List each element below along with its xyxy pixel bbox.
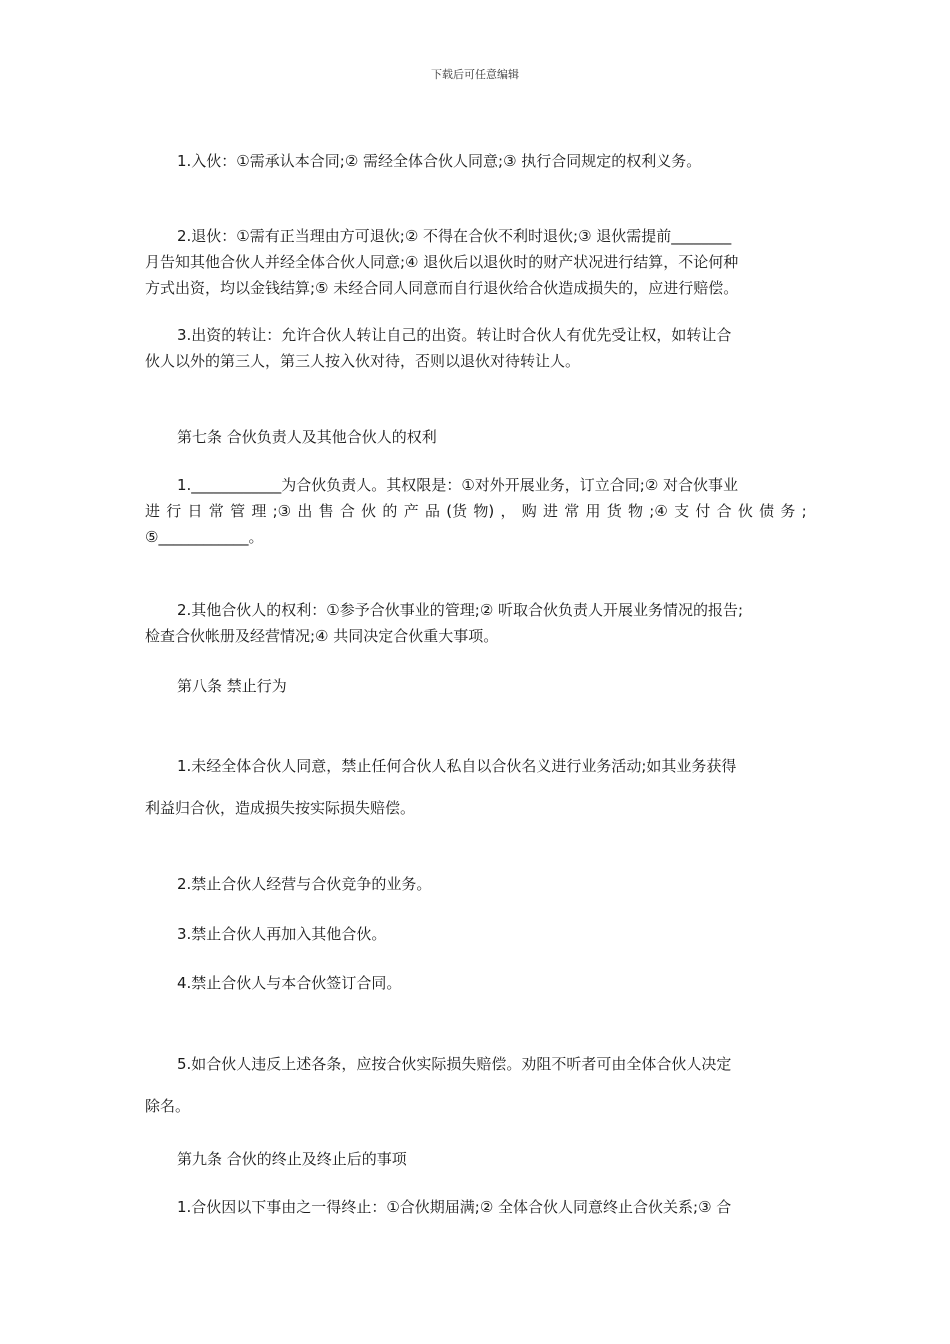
spread-segment: 品 [424, 502, 440, 520]
spread-segment: (货 [446, 502, 468, 520]
spread-segment: 行 [166, 502, 182, 520]
spread-segment: 出 [297, 502, 313, 520]
spread-segment: 物) [473, 502, 495, 520]
paragraph-line: 2.其他合伙人的权利：①参予合伙事业的管理;② 听取合伙负责人开展业务情况的报告; [177, 601, 744, 619]
paragraph-line: 方式出资，均以金钱结算;⑤ 未经合同人同意而自行退伙给合伙造成损失的，应进行赔偿。 [145, 279, 739, 297]
article-8-heading: 第八条 禁止行为 [177, 677, 287, 695]
spread-segment: 理 [251, 502, 267, 520]
paragraph-line: ⑤____________。 [145, 528, 264, 546]
paragraph-line: 伙人以外的第三人，第三人按入伙对待，否则以退伙对待转让人。 [145, 352, 581, 370]
paragraph-line: 检查合伙帐册及经营情况;④ 共同决定合伙重大事项。 [145, 627, 499, 645]
paragraph-responsible-partner [145, 472, 807, 550]
spread-segment: 务 [780, 502, 796, 520]
spread-segment: 产 [403, 502, 419, 520]
paragraph-prohibit-3: 3.禁止合伙人再加入其他合伙。 [177, 925, 387, 943]
paragraph-other-partners [145, 597, 807, 649]
paragraph-line: 2.退伙：①需有正当理由方可退伙;② 不得在合伙不利时退伙;③ 退伙需提前________ [177, 227, 732, 245]
paragraph-line: 利益归合伙，造成损失按实际损失赔偿。 [145, 799, 416, 817]
spread-segment: 支 [674, 502, 690, 520]
spread-segment: 购 [521, 502, 537, 520]
spread-segment: ， [500, 502, 516, 520]
spread-segment: 用 [585, 502, 601, 520]
spread-segment: 债 [759, 502, 775, 520]
spread-segment: 进 [542, 502, 558, 520]
paragraph-line: 5.如合伙人违反上述各条，应按合伙实际损失赔偿。劝阻不听者可由全体合伙人决定 [177, 1055, 732, 1073]
paragraph-transfer [145, 322, 807, 374]
paragraph-line: 月告知其他合伙人并经全体合伙人同意;④ 退伙后以退伙时的财产状况进行结算，不论何种 [145, 253, 739, 271]
spread-segment: 的 [382, 502, 398, 520]
spread-segment: 管 [230, 502, 246, 520]
spread-segment: 常 [208, 502, 224, 520]
paragraph-prohibit-4: 4.禁止合伙人与本合伙签订合同。 [177, 974, 402, 992]
paragraph-termination: 1.合伙因以下事由之一得终止：①合伙期届满;② 全体合伙人同意终止合伙关系;③ 合 [177, 1198, 732, 1216]
spread-segment: 物 [628, 502, 644, 520]
spread-segment: 售 [318, 502, 334, 520]
spread-segment: 伙 [361, 502, 377, 520]
paragraph-prohibit-1 [145, 745, 807, 829]
paragraph-withdrawal [145, 223, 807, 301]
spread-segment: 常 [564, 502, 580, 520]
spread-segment: 付 [695, 502, 711, 520]
spread-segment: 合 [339, 502, 355, 520]
spread-segment: 伙 [737, 502, 753, 520]
spread-segment: ;④ [649, 502, 668, 520]
article-7-heading: 第七条 合伙负责人及其他合伙人的权利 [177, 428, 437, 446]
spread-segment: 合 [716, 502, 732, 520]
spread-segment: 进 [145, 502, 161, 520]
spread-segment: ; [801, 502, 807, 520]
paragraph-prohibit-2: 2.禁止合伙人经营与合伙竞争的业务。 [177, 875, 432, 893]
spread-segment: ;③ [272, 502, 292, 520]
spread-segment: 货 [606, 502, 622, 520]
paragraph-line-justified [145, 498, 807, 524]
page-header: 下载后可任意编辑 [431, 68, 519, 81]
paragraph-line: 1.未经全体合伙人同意，禁止任何合伙人私自以合伙名义进行业务活动;如其业务获得 [177, 757, 737, 775]
paragraph-admission: 1.入伙：①需承认本合同;② 需经全体合伙人同意;③ 执行合同规定的权利义务。 [177, 152, 702, 170]
paragraph-line: 1.____________为合伙负责人。其权限是：①对外开展业务，订立合同;② 对合伙事业 [177, 476, 739, 494]
paragraph-line: 3.出资的转让：允许合伙人转让自己的出资。转让时合伙人有优先受让权，如转让合 [177, 326, 732, 344]
spread-segment: 日 [187, 502, 203, 520]
paragraph-line: 除名。 [145, 1097, 191, 1115]
paragraph-prohibit-5 [145, 1043, 807, 1127]
article-9-heading: 第九条 合伙的终止及终止后的事项 [177, 1150, 407, 1168]
